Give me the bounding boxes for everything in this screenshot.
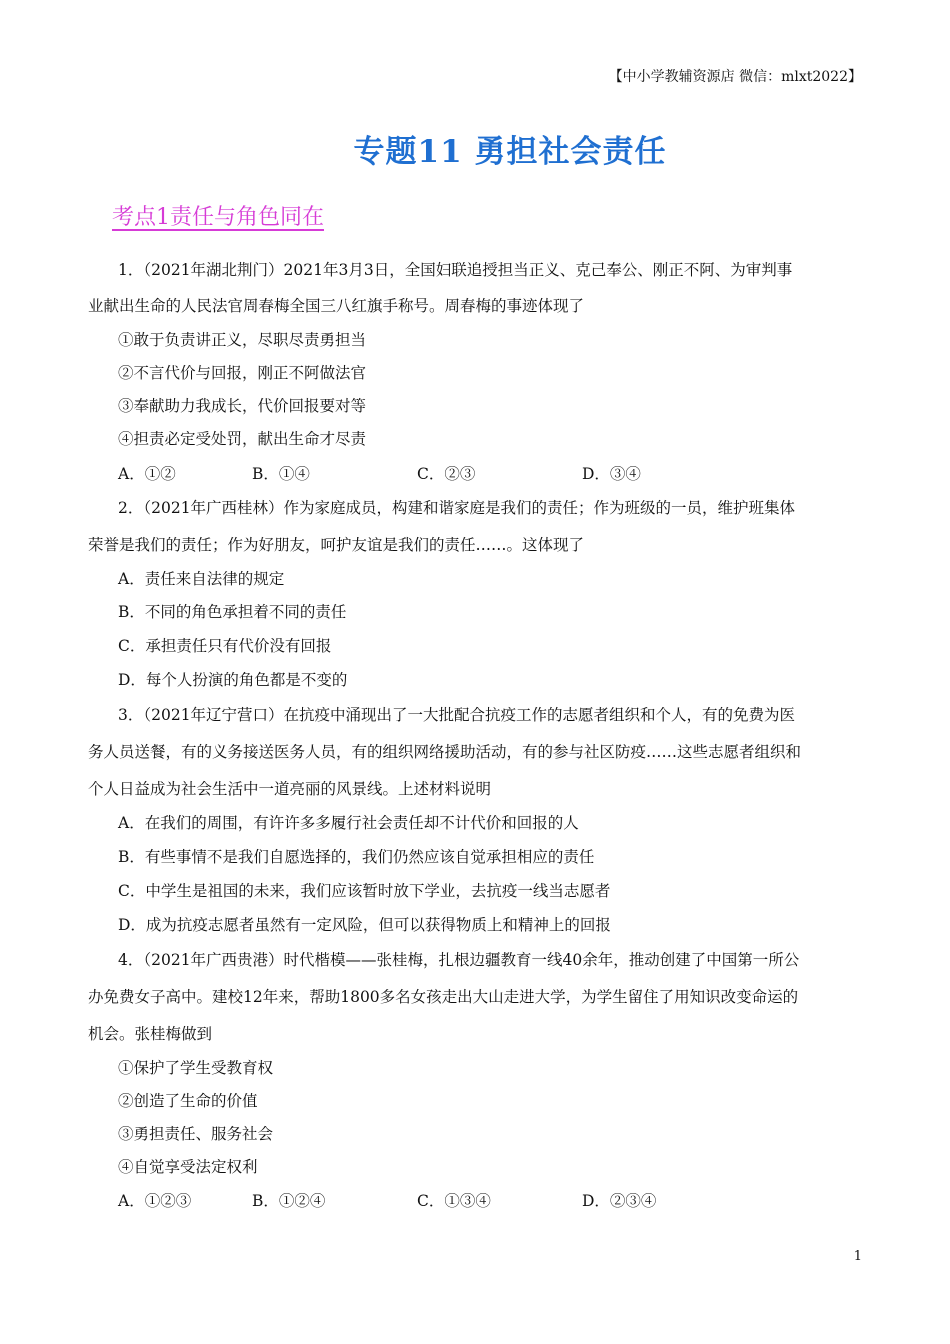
q4-item: ②创造了生命的价值 bbox=[118, 1092, 258, 1110]
q3-stem-line2: 务人员送餐，有的义务接送医务人员，有的组织网络援助活动，有的参与社区防疫……这些志愿者组织和 bbox=[88, 743, 802, 761]
q1-option-b: B．①④ bbox=[252, 465, 310, 483]
q4-stem-line3: 机会。张桂梅做到 bbox=[88, 1025, 213, 1043]
q4-option-b: B．①②④ bbox=[252, 1192, 326, 1210]
q4-stem-line1: 4．（2021年广西贵港）时代楷模——张桂梅，扎根边疆教育一线40余年，推动创建了中国第一所公 bbox=[118, 951, 800, 969]
q4-option-d: D．②③④ bbox=[582, 1192, 657, 1210]
q3-stem-line3: 个人日益成为社会生活中一道亮丽的风景线。上述材料说明 bbox=[88, 780, 492, 798]
q1-item: ②不言代价与回报，刚正不阿做法官 bbox=[118, 364, 367, 382]
q4-option-c: C．①③④ bbox=[417, 1192, 491, 1210]
q4-option-a: A．①②③ bbox=[118, 1192, 192, 1210]
q1-item: ①敢于负责讲正义，尽职尽责勇担当 bbox=[118, 331, 367, 349]
q2-option-a: A．责任来自法律的规定 bbox=[118, 570, 285, 588]
q1-option-a: A．①② bbox=[118, 465, 176, 483]
q3-stem-line1: 3．（2021年辽宁营口）在抗疫中涌现出了一大批配合抗疫工作的志愿者组织和个人，有的免费为医 bbox=[118, 706, 796, 724]
q1-stem-line1: 1．（2021年湖北荆门）2021年3月3日，全国妇联追授担当正义、克己奉公、刚正不阿、为审判事 bbox=[118, 261, 793, 279]
header-note: 【中小学教辅资源店 微信：mlxt2022】 bbox=[608, 69, 862, 85]
q4-stem-line2: 办免费女子高中。建校12年来，帮助1800多名女孩走出大山走进大学，为学生留住了用知识改变命运的 bbox=[88, 988, 799, 1006]
q1-item: ③奉献助力我成长，代价回报要对等 bbox=[118, 397, 367, 415]
section-heading: 考点1责任与角色同在 bbox=[112, 205, 324, 230]
q2-option-b: B．不同的角色承担着不同的责任 bbox=[118, 603, 347, 621]
q3-option-d: D．成为抗疫志愿者虽然有一定风险，但可以获得物质上和精神上的回报 bbox=[118, 916, 611, 934]
q2-stem-line2: 荣誉是我们的责任；作为好朋友，呵护友谊是我们的责任……。这体现了 bbox=[88, 536, 585, 554]
page-number: 1 bbox=[853, 1249, 862, 1264]
q3-option-a: A．在我们的周围，有许许多多履行社会责任却不计代价和回报的人 bbox=[118, 814, 579, 832]
q3-option-c: C．中学生是祖国的未来，我们应该暂时放下学业，去抗疫一线当志愿者 bbox=[118, 882, 611, 900]
q3-option-b: B．有些事情不是我们自愿选择的，我们仍然应该自觉承担相应的责任 bbox=[118, 848, 595, 866]
q2-stem-line1: 2．（2021年广西桂林）作为家庭成员，构建和谐家庭是我们的责任；作为班级的一员，维护班集体 bbox=[118, 499, 796, 517]
q1-option-d: D．③④ bbox=[582, 465, 641, 483]
q4-item: ①保护了学生受教育权 bbox=[118, 1059, 274, 1077]
q1-item: ④担责必定受处罚，献出生命才尽责 bbox=[118, 430, 367, 448]
q2-option-d: D．每个人扮演的角色都是不变的 bbox=[118, 671, 348, 689]
q1-stem-line2: 业献出生命的人民法官周春梅全国三八红旗手称号。周春梅的事迹体现了 bbox=[88, 297, 585, 315]
q4-item: ④自觉享受法定权利 bbox=[118, 1158, 258, 1176]
q4-item: ③勇担责任、服务社会 bbox=[118, 1125, 274, 1143]
document-title: 专题11 勇担社会责任 bbox=[353, 134, 667, 170]
q2-option-c: C．承担责任只有代价没有回报 bbox=[118, 637, 332, 655]
q1-option-c: C．②③ bbox=[417, 465, 476, 483]
